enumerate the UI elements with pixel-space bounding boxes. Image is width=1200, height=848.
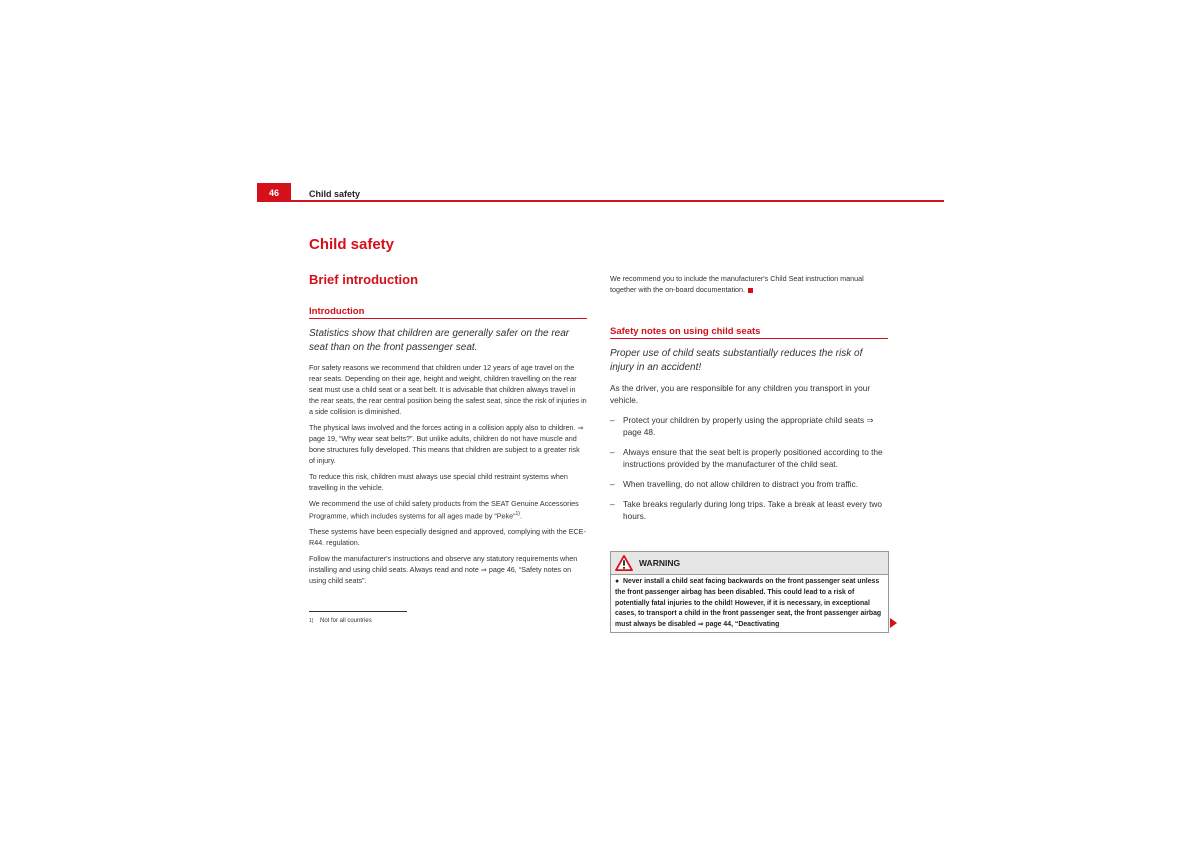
continue-arrow-icon [890,618,897,628]
paragraph-3: To reduce this risk, children must always use special child restraint systems when travelling in the vehicle. [309,472,568,492]
safety-notes-heading: Safety notes on using child seats [610,326,888,339]
safety-list [610,414,888,522]
list-dash: – [610,479,615,489]
footnote-text: Not for all countries [320,618,372,624]
section-end-mark [748,288,753,293]
safety-notes-intro: Proper use of child seats substantially reduces the risk of injury in an accident! [610,348,863,373]
page-number: 46 [257,183,291,202]
header-rule [257,200,944,202]
warning-header [611,552,888,575]
list-dash: – [610,415,615,425]
warning-box [610,551,889,633]
warning-text [611,575,888,631]
list-item [610,478,888,490]
footnote-rule [309,611,407,612]
introduction-intro: Statistics show that children are generally safer on the rear seat than on the front passenger seat. [309,328,570,353]
warning-body: Never install a child seat facing backwards on the front passenger seat unless the front passenger airbag has been disabled. This could lead to a risk of potentially fatal injuries to the child! However, if it is necessary, in exceptional cases, to transport a child in the front passenger seat, the front passenger airbag must always be disabled ⇒ page 44, “Deactivating [615,578,882,629]
chapter-title: Child safety [309,236,395,253]
paragraph-4 [309,498,587,521]
list-dash: – [610,447,615,457]
paragraph-2: The physical laws involved and the forces acting in a collision apply also to children. ⇒ page 19, “Why wear seat belts?”. But unlike adults, children do not have muscle and bone structures fully developed. This means that children are subject to a greater risk of injury. [309,423,584,465]
footnote [309,618,372,624]
paragraph-4-end: . [519,511,522,521]
running-header: Child safety [309,189,361,199]
paragraph-1: For safety reasons we recommend that children under 12 years of age travel on the rear seats. Depending on their age, height and weight, children travelling on the rear seat must use a child seat or a seat belt. It is advisable that children always travel in the rear seats, the rear central position being the safest seat, since the risk of injuries in a side collision is diminished. [309,363,587,416]
footnote-reference: 1) [515,511,520,517]
right-column [610,273,888,531]
warning-triangle-icon [615,555,633,571]
manual-note [610,273,888,295]
manual-note-text: We recommend you to include the manufacturer's Child Seat instruction manual together with the on-board documentation. [610,274,864,294]
list-item-text: Always ensure that the seat belt is properly positioned according to the instructions provided by the manufacturer of the child seat. [623,447,883,469]
footnote-number: 1) [309,618,314,624]
list-dash: – [610,499,615,509]
list-item-text: Take breaks regularly during long trips. Take a break at least every two hours. [623,499,883,521]
list-item-text: When travelling, do not allow children to distract you from traffic. [623,479,859,489]
warning-bullet: ● [615,578,620,585]
driver-responsibility: As the driver, you are responsible for any children you transport in your vehicle. [610,383,871,405]
paragraph-6: Follow the manufacturer's instructions and observe any statutory requirements when installing and using child seats. Always read and note ⇒ page 46, “Safety notes on using child seats”. [309,554,578,586]
warning-label: WARNING [639,558,681,568]
list-item [610,498,888,522]
left-column [309,306,587,591]
list-item [610,414,888,438]
paragraph-4-text: We recommend the use of child safety products from the SEAT Genuine Accessories Programme, which includes systems for all ages made by “Peke” [309,499,579,521]
paragraph-5: These systems have been especially designed and approved, complying with the ECE-R44. regulation. [309,527,586,548]
introduction-heading: Introduction [309,306,587,319]
section-title: Brief introduction [309,272,419,287]
list-item [610,446,888,470]
list-item-text: Protect your children by properly using the appropriate child seats ⇒ page 48. [623,415,874,437]
